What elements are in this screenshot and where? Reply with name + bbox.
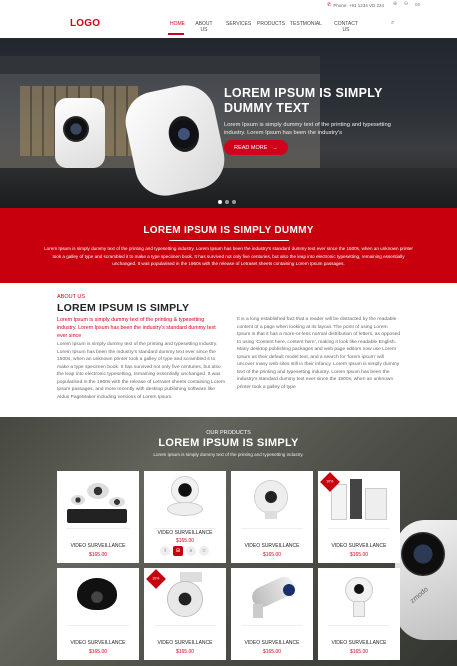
- nav-item-contact-us[interactable]: CONTACT US: [334, 21, 358, 33]
- band-text: Lorem Ipsum is simply dummy text of the printing and typesetting industry. Lorem Ipsum has been the industry's standard dummy text ever since the 1500s, when an unknown printer took a galley of type and scrambled it to make a type specimen book. It has survived not only five centuries, but also the leap into electronic typesetting, remaining essentially unchanged. It was popularised in the 1960s with the release of Letraset sheets containing Lorem Ipsum passages.: [44, 246, 413, 266]
- product-name[interactable]: VIDEO SURVEILLANCE: [331, 640, 387, 646]
- star-icon[interactable]: ☆: [199, 546, 209, 556]
- discount-badge-label: 10%: [152, 576, 160, 581]
- about-right-text: It is a long established fact that a reader will be distracted by the readable content of a page when looking at its layout. The point of using Lorem Ipsum is that it has a more-or-less normal distribution of letters, as opposed to using 'Content here, content here', making it look like readable English. Many desktop publishing packages and web page editors now use Lorem Ipsum as their default model text, and a search for 'lorem ipsum' will uncover many web sites still in their infancy. Lorem Ipsum is simply dummy text of the printing and typesetting industry. Lorem Ipsum has been the industry's standard dummy text ever since the 1500s, when an unknown printer took a galley of type: [237, 317, 401, 390]
- product-price: $165.00: [262, 649, 282, 655]
- product-price: $165.00: [88, 649, 108, 655]
- product-actions: [160, 546, 209, 556]
- about-highlight-text: Lorem Ipsum is simply dummy text of the printing & typesetting industry. Lorem Ipsum has been the industry's standard dummy text ever since: [57, 317, 216, 339]
- toggle-icon[interactable]: ⊖: [403, 1, 409, 7]
- intro-band: [0, 208, 457, 283]
- search-icon[interactable]: ⌕: [186, 546, 196, 556]
- language-selector[interactable]: 06: [414, 2, 420, 7]
- hero-subtitle: Lorem Ipsum is simply dummy text of the printing and typesetting industry. Lorem Ipsum has been the industry's: [224, 122, 391, 136]
- slider-dot-2[interactable]: [225, 200, 229, 204]
- black-dome-icon[interactable]: [57, 568, 139, 626]
- phone-icon: ✆: [327, 2, 332, 8]
- product-name[interactable]: VIDEO SURVEILLANCE: [331, 543, 387, 549]
- search-icon[interactable]: ⌕: [391, 20, 395, 26]
- about-left-text: Lorem Ipsum is simply dummy text of the printing and typesetting industry. Lorem Ipsum has been the industry's standard dummy text ever since the 1500s, when an unknown printer took a galley of type and scrambled it to make a type specimen book. It has survived not only five centuries, but also the leap into electronic typesetting, remaining essentially unchanged. It was popularised in the 1960s with the release of Letraset sheets containing Lorem Ipsum passages, and more recently with desktop publishing software like Aldus PageMaker including versions of Lorem Ipsum.: [57, 342, 226, 400]
- camera-kit-icon[interactable]: [57, 471, 139, 529]
- product-card[interactable]: [144, 471, 226, 563]
- background-brand: zmodo: [409, 586, 430, 605]
- product-card[interactable]: [144, 568, 226, 660]
- main-navigation: [0, 10, 457, 38]
- slider-dots: [218, 200, 236, 204]
- about-title: LOREM IPSUM IS SIMPLY: [57, 302, 190, 314]
- dome-camera-icon[interactable]: [144, 471, 226, 529]
- camera-image-small: [55, 98, 105, 168]
- product-price: $165.00: [175, 538, 195, 544]
- product-card[interactable]: [57, 471, 139, 563]
- bullet-camera-icon[interactable]: [231, 568, 313, 626]
- info-icon[interactable]: i: [160, 546, 170, 556]
- round-camera-icon[interactable]: [231, 471, 313, 529]
- phone-number: Phone: +91 1234 VD 224: [333, 2, 384, 8]
- product-name[interactable]: VIDEO SURVEILLANCE: [244, 543, 300, 549]
- nav-item-testmonial[interactable]: TESTMONIAL: [290, 21, 322, 27]
- logo[interactable]: LOGO: [70, 18, 101, 29]
- product-name[interactable]: VIDEO SURVEILLANCE: [157, 640, 213, 646]
- nav-item-products[interactable]: PRODUCTS: [257, 21, 286, 27]
- product-card[interactable]: [231, 471, 313, 563]
- background-camera-image: [395, 520, 457, 640]
- product-name[interactable]: VIDEO SURVEILLANCE: [70, 543, 126, 549]
- phone-contact[interactable]: [327, 2, 384, 8]
- cart-icon[interactable]: ⊞: [173, 546, 183, 556]
- band-divider: [169, 240, 289, 241]
- nav-item-about-us[interactable]: ABOUT US: [195, 21, 213, 33]
- product-card[interactable]: [231, 568, 313, 660]
- product-price: $165.00: [349, 552, 369, 558]
- product-price: $165.00: [262, 552, 282, 558]
- product-card[interactable]: [318, 471, 400, 563]
- product-name[interactable]: VIDEO SURVEILLANCE: [70, 640, 126, 646]
- product-name[interactable]: VIDEO SURVEILLANCE: [157, 530, 213, 536]
- product-card[interactable]: [318, 568, 400, 660]
- share-icon[interactable]: ⊕: [392, 1, 398, 7]
- nav-item-services[interactable]: SERVICES: [226, 21, 252, 27]
- product-name[interactable]: VIDEO SURVEILLANCE: [244, 640, 300, 646]
- hero-slider: [0, 38, 457, 208]
- band-title: LOREM IPSUM IS SIMPLY DUMMY: [143, 225, 314, 236]
- hero-text: [224, 86, 404, 137]
- hero-title: LOREM IPSUM IS SIMPLY DUMMY TEXT: [224, 86, 383, 115]
- product-price: $165.00: [88, 552, 108, 558]
- products-title: LOREM IPSUM IS SIMPLY: [158, 437, 299, 449]
- product-price: $165.00: [349, 649, 369, 655]
- products-subtitle: Lorem ipsum is simply dummy text of the printing and typesetting industry.: [153, 452, 304, 457]
- products-kicker: OUR PRODUCTS: [206, 430, 251, 436]
- indoor-camera-icon[interactable]: [318, 568, 400, 626]
- product-price: $165.00: [175, 649, 195, 655]
- read-more-button[interactable]: [224, 140, 288, 155]
- product-card[interactable]: [57, 568, 139, 660]
- read-more-label: READ MORE: [234, 144, 268, 151]
- about-kicker: ABOUT US: [57, 294, 86, 300]
- nav-menu: [164, 21, 365, 35]
- nav-item-home[interactable]: HOME: [164, 21, 188, 35]
- arrow-right-icon: →: [272, 144, 278, 151]
- discount-badge-label: 10%: [326, 479, 334, 484]
- slider-dot-1[interactable]: [218, 200, 222, 204]
- top-bar: [0, 0, 457, 10]
- slider-dot-3[interactable]: [232, 200, 236, 204]
